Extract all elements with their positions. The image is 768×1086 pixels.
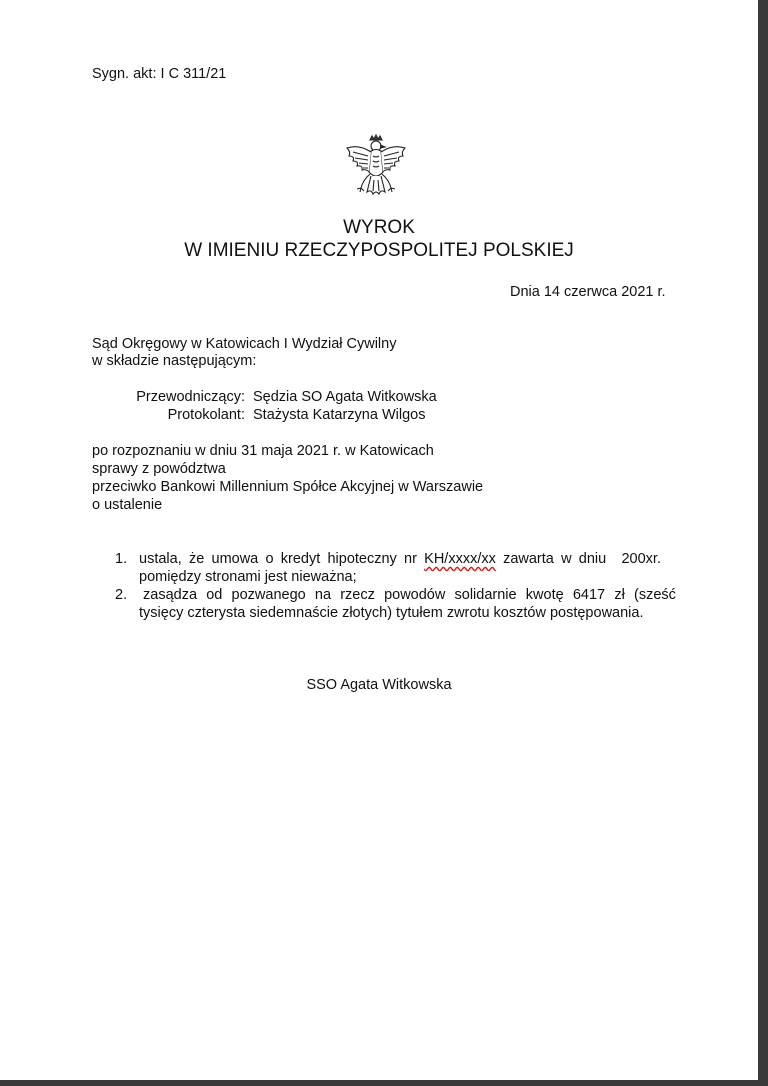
- ruling-number: 1.: [115, 551, 128, 567]
- clerk-label: Protokolant:: [167, 407, 245, 423]
- ruling-word: umowa: [211, 551, 259, 567]
- ruling-word: dniu: [578, 551, 607, 567]
- ruling-line: [143, 587, 676, 604]
- proceedings-line: po rozpoznaniu w dniu 31 maja 2021 r. w Katowicach: [92, 443, 434, 459]
- polish-eagle-emblem-icon: [341, 134, 411, 210]
- case-number: Sygn. akt: I C 311/21: [92, 66, 227, 82]
- proceedings-line: sprawy z powództwa: [92, 461, 226, 477]
- ruling-word: nr: [404, 551, 417, 567]
- ruling-line: [139, 551, 661, 568]
- document-title: WYROK: [343, 217, 415, 238]
- proceedings-line: o ustalenie: [92, 497, 163, 513]
- judgment-date: Dnia 14 czerwca 2021 r.: [510, 284, 666, 300]
- document-subtitle: W IMIENIU RZECZYPOSPOLITEJ POLSKIEJ: [184, 240, 574, 261]
- court-name: Sąd Okręgowy w Katowicach I Wydział Cywilny: [92, 336, 397, 352]
- clerk-name: Stażysta Katarzyna Wilgos: [253, 407, 426, 423]
- presiding-judge: Sędzia SO Agata Witkowska: [253, 389, 437, 405]
- signature: SSO Agata Witkowska: [306, 677, 452, 693]
- ruling-word: solidarnie: [454, 587, 517, 603]
- ruling-word: zł: [614, 587, 625, 603]
- ruling-word: 6417: [572, 587, 606, 603]
- ruling-line: pomiędzy stronami jest nieważna;: [139, 569, 357, 585]
- ruling-word: (sześć: [633, 587, 676, 603]
- ruling-line: tysięcy czterysta siedemnaście złotych) tytułem zwrotu kosztów postępowania.: [139, 605, 644, 621]
- ruling-word: 200xr.: [613, 551, 661, 567]
- contract-number: KH/xxxx/xx: [424, 551, 496, 567]
- ruling-word: zawarta: [503, 551, 554, 567]
- court-composition-intro: w składzie następującym:: [92, 353, 257, 369]
- ruling-word: kredyt: [280, 551, 321, 567]
- ruling-word: o: [265, 551, 274, 567]
- ruling-word: zasądza: [143, 587, 198, 603]
- ruling-word: kwotę: [525, 587, 564, 603]
- ruling-word: rzecz: [340, 587, 375, 603]
- ruling-word: od: [206, 587, 223, 603]
- ruling-word: pozwanego: [231, 587, 306, 603]
- ruling-number: 2.: [115, 587, 128, 603]
- ruling-word: w: [561, 551, 572, 567]
- ruling-word: ustala,: [139, 551, 182, 567]
- presiding-label: Przewodniczący:: [136, 389, 245, 405]
- proceedings-line: przeciwko Bankowi Millennium Spółce Akcyjnej w Warszawie: [92, 479, 484, 495]
- ruling-word: hipoteczny: [327, 551, 397, 567]
- ruling-word: że: [188, 551, 205, 567]
- ruling-word: powodów: [384, 587, 446, 603]
- ruling-word: na: [314, 587, 332, 603]
